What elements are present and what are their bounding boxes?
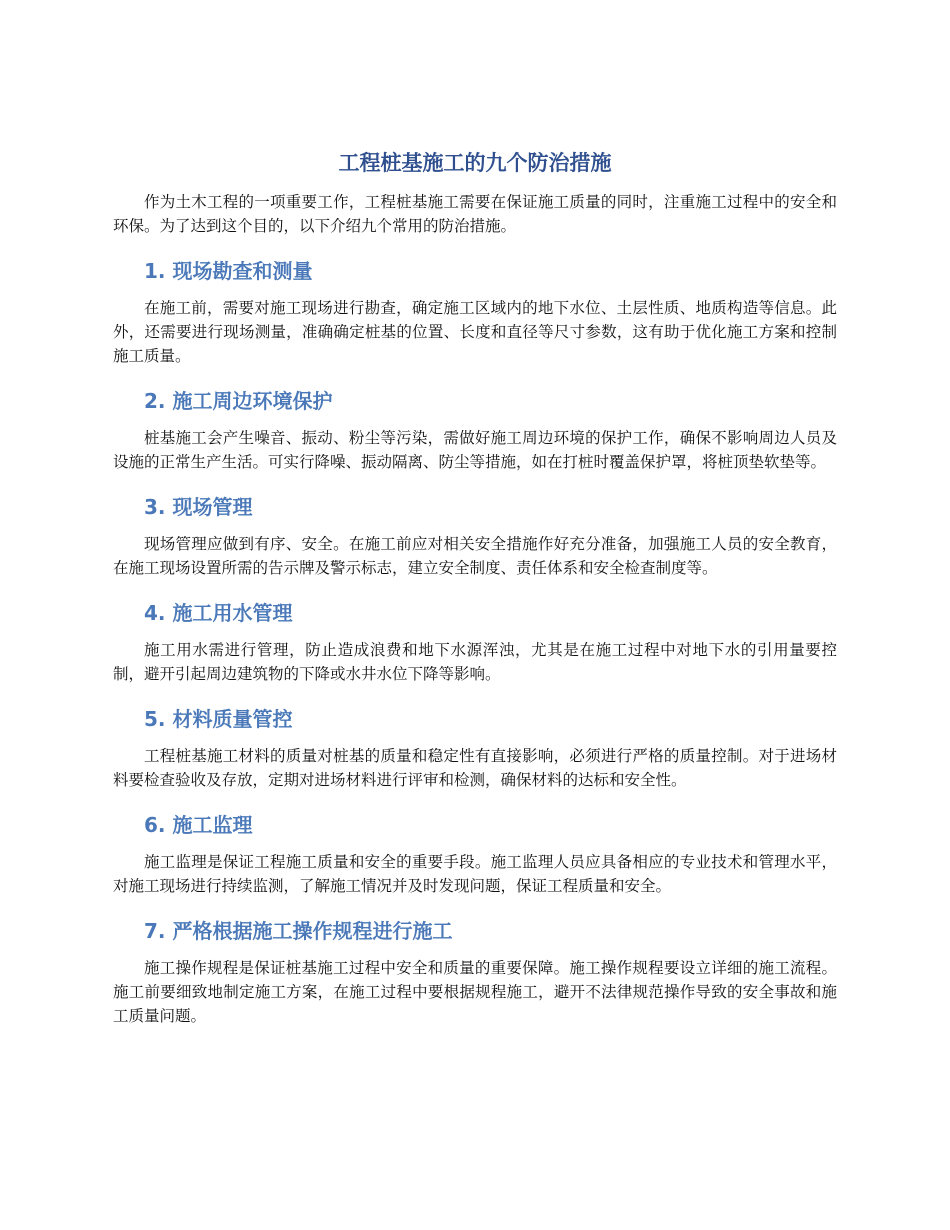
section-body: 现场管理应做到有序、安全。在施工前应对相关安全措施作好充分准备，加强施工人员的安全教育，在施工现场设置所需的告示牌及警示标志，建立安全制度、责任体系和安全检查制度等。 (113, 535, 837, 577)
section-body: 施工用水需进行管理，防止造成浪费和地下水源浑浊，尤其是在施工过程中对地下水的引用量要控制，避开引起周边建筑物的下降或水井水位下降等影响。 (113, 641, 837, 683)
section-body: 施工监理是保证工程施工质量和安全的重要手段。施工监理人员应具备相应的专业技术和管理水平，对施工现场进行持续监测，了解施工情况并及时发现问题，保证工程质量和安全。 (113, 853, 837, 895)
section-environment-protection (113, 386, 837, 474)
section-body: 施工操作规程是保证桩基施工过程中安全和质量的重要保障。施工操作规程要设立详细的施工流程。施工前要细致地制定施工方案，在施工过程中要根据规程施工，避开不法律规范操作导致的安全事故和施工质量问题。 (113, 959, 837, 1025)
intro-paragraph: 作为土木工程的一项重要工作，工程桩基施工需要在保证施工质量的同时，注重施工过程中的安全和环保。为了达到这个目的，以下介绍九个常用的防治措施。 (113, 193, 837, 235)
document-title: 工程桩基施工的九个防治措施 (338, 151, 612, 175)
section-heading: 3. 现场管理 (144, 495, 253, 519)
section-body: 工程桩基施工材料的质量对桩基的质量和稳定性有直接影响，必须进行严格的质量控制。对于进场材料要检查验收及存放，定期对进场材料进行评审和检测，确保材料的达标和安全性。 (113, 747, 837, 789)
section-site-survey (113, 256, 837, 368)
section-heading: 1. 现场勘查和测量 (144, 259, 313, 283)
section-site-management (113, 492, 837, 580)
section-material-quality (113, 704, 837, 792)
document-content (113, 146, 837, 1028)
section-water-management (113, 598, 837, 686)
section-heading: 7. 严格根据施工操作规程进行施工 (144, 919, 453, 943)
section-body: 在施工前，需要对施工现场进行勘查，确定施工区域内的地下水位、土层性质、地质构造等信息。此外，还需要进行现场测量，准确确定桩基的位置、长度和直径等尺寸参数，这有助于优化施工方案和控制施工质量。 (113, 299, 837, 365)
section-heading: 4. 施工用水管理 (144, 601, 293, 625)
section-heading: 2. 施工周边环境保护 (144, 389, 333, 413)
section-heading: 5. 材料质量管控 (144, 707, 293, 731)
section-body: 桩基施工会产生噪音、振动、粉尘等污染，需做好施工周边环境的保护工作，确保不影响周边人员及设施的正常生产生活。可实行降噪、振动隔离、防尘等措施，如在打桩时覆盖保护罩，将桩顶垫软垫等。 (113, 429, 837, 471)
section-supervision (113, 810, 837, 898)
section-heading: 6. 施工监理 (144, 813, 253, 837)
section-operating-procedures (113, 916, 837, 1028)
